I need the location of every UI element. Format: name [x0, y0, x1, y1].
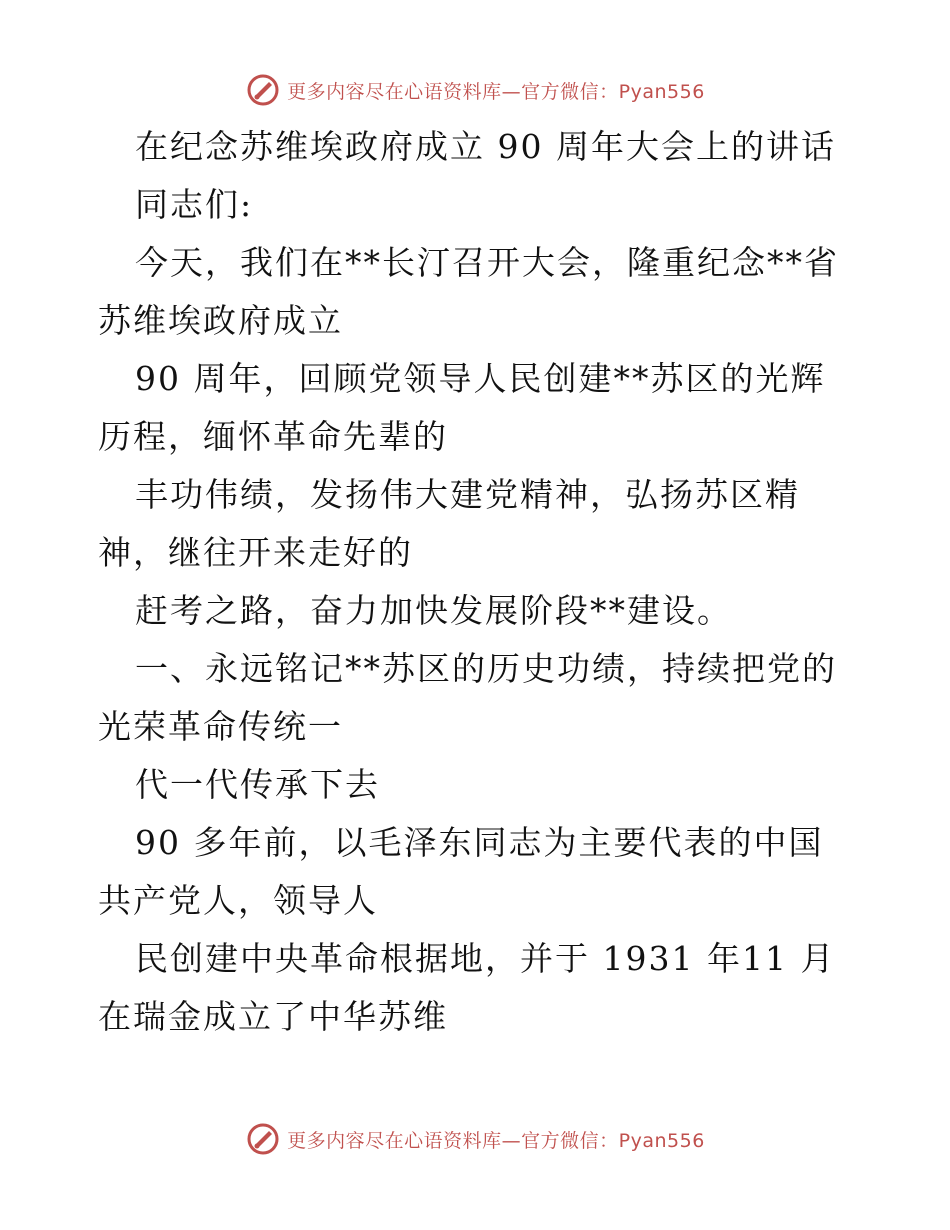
- section-heading: 一、永远铭记**苏区的历史功绩，持续把党的光荣革命传统一: [98, 649, 837, 746]
- footer-watermark: [0, 1119, 950, 1159]
- brand-logo-icon: [245, 72, 281, 108]
- watermark-text: 更多内容尽在心语资料库—官方微信：Pyan556: [287, 1129, 705, 1152]
- salutation: 同志们:: [135, 185, 254, 224]
- watermark-text: 更多内容尽在心语资料库—官方微信：Pyan556: [287, 80, 705, 103]
- document-title: 在纪念苏维埃政府成立 90 周年大会上的讲话: [135, 127, 836, 166]
- paragraph: 今天，我们在**长汀召开大会，隆重纪念**省苏维埃政府成立: [98, 243, 839, 340]
- paragraph: 赶考之路，奋力加快发展阶段**建设。: [135, 591, 732, 630]
- brand-logo-icon: [245, 1121, 281, 1157]
- paragraph: 丰功伟绩，发扬伟大建党精神，弘扬苏区精神，继往开来走好的: [98, 475, 800, 572]
- paragraph: 90 周年，回顾党领导人民创建**苏区的光辉历程，缅怀革命先辈的: [98, 359, 826, 456]
- section-heading-continued: 代一代传承下去: [135, 765, 380, 804]
- header-watermark: [0, 70, 950, 110]
- paragraph: 民创建中央革命根据地，并于 1931 年11 月在瑞金成立了中华苏维: [98, 939, 836, 1036]
- document-body: [98, 118, 858, 1046]
- paragraph: 90 多年前，以毛泽东同志为主要代表的中国共产党人，领导人: [98, 823, 824, 920]
